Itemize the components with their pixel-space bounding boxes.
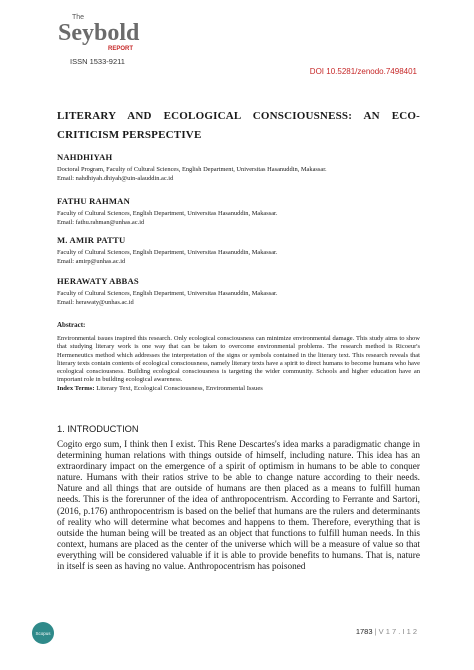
- page-number: 1783: [355, 627, 373, 636]
- logo-sub-text: REPORT: [108, 46, 134, 52]
- index-terms: [57, 385, 420, 393]
- author-affiliation: Doctoral Program, Faculty of Cultural Sciences, English Department, Universitas Hasanuddin, Makassar.: [57, 166, 327, 173]
- seybold-logo-mark: [58, 10, 148, 54]
- author-name: HERAWATY ABBAS: [57, 276, 139, 286]
- author-name: FATHU RAHMAN: [57, 196, 130, 206]
- logo-small-text: The: [72, 14, 85, 21]
- author-name: NAHDHIYAH: [57, 152, 113, 162]
- author-affiliation: Faculty of Cultural Sciences, English Department, Universitas Hasanuddin, Makassar.: [57, 290, 278, 297]
- footer-separator: |: [374, 627, 377, 636]
- author-block: [57, 196, 427, 227]
- scopus-badge: [32, 622, 54, 644]
- author-name: M. AMIR PATTU: [57, 235, 126, 245]
- author-email[interactable]: Email: fathu.rahman@unhas.ac.id: [57, 218, 145, 226]
- section-body: Cogito ergo sum, I think then I exist. This Rene Descartes's idea marks a paradigmatic change in determining human relations with things outside of himself, including nature. This idea has an extraordinary impact on the emergence of a spirit of optimism in humans to be able to conquer nature. Humans with their ratios strive to be able to change nature according to their needs. Nature and all things that are outside of humans are then placed as a means to fulfill human needs. This is the forerunner of the idea of anthropocentrism. According to Ferrante and Sartori, (2016, p.176) anthropocentrism is based on the belief that humans are the rulers and determinants of reality who will determine what becomes and happens to them. Therefore, everything that is outside the human being will be treated as an object that functions to fulfill human needs. In this context, humans are placed as the center of the universe which will be a measure of value so that everything will be considered valuable if it is able to provide benefits to humans. That is, nature in itself is seen as having no value. Anthropocentrism has poisoned: [57, 440, 420, 573]
- introduction-section: [57, 424, 420, 573]
- paper-title: LITERARY AND ECOLOGICAL CONSCIOUSNESS: AN ECO-CRITICISM PERSPECTIVE: [57, 110, 420, 141]
- scopus-label: Scopus: [35, 630, 51, 636]
- doi-link[interactable]: DOI 10.5281/zenodo.7498401: [309, 67, 417, 76]
- author-email[interactable]: Email: herawaty@unhas.ac.id: [57, 298, 134, 306]
- abstract-section: [57, 321, 420, 394]
- index-terms-value: Literary Text, Ecological Consciousness, Environmental Issues: [96, 385, 263, 393]
- journal-logo: [58, 10, 148, 54]
- issn: ISSN 1533-9211: [70, 57, 125, 66]
- author-affiliation: Faculty of Cultural Sciences, English Department, Universitas Hasanuddin, Makassar.: [57, 210, 278, 217]
- section-heading: 1. INTRODUCTION: [57, 424, 139, 434]
- abstract-heading: Abstract:: [57, 321, 86, 329]
- index-terms-label: Index Terms:: [57, 385, 95, 393]
- abstract-text: Environmental issues inspired this research. Only ecological consciousness can minimize environmental damage. This study aims to show that studying literary work is one way that can be taken to overcome environmental problems. The research method is Ricoeur's Hermeneutics method which addresses the interpretation of the signs or symbols contained in the literary text. This research reveals that literary texts contain contents of ecological consciousness, namely literary texts have a spirit to direct humans to become humans who have ecological consciousness. Building ecological consciousness is targeting the wider community. Schools and higher education have an important role in building ecological awareness.: [57, 335, 420, 384]
- logo-main-text: Seybold: [58, 20, 140, 46]
- author-block: [57, 235, 427, 266]
- author-email[interactable]: Email: nahdhiyah.dhiyah@uin-alauddin.ac.id: [57, 174, 174, 182]
- volume-issue: V 1 7 . I 1 2: [378, 627, 417, 636]
- author-block: [57, 276, 427, 307]
- page-footer: [356, 627, 417, 636]
- author-email[interactable]: Email: amirp@unhas.ac.id: [57, 257, 126, 265]
- author-block: [57, 152, 427, 183]
- author-affiliation: Faculty of Cultural Sciences, English Department, Universitas Hasanuddin, Makassar.: [57, 249, 278, 256]
